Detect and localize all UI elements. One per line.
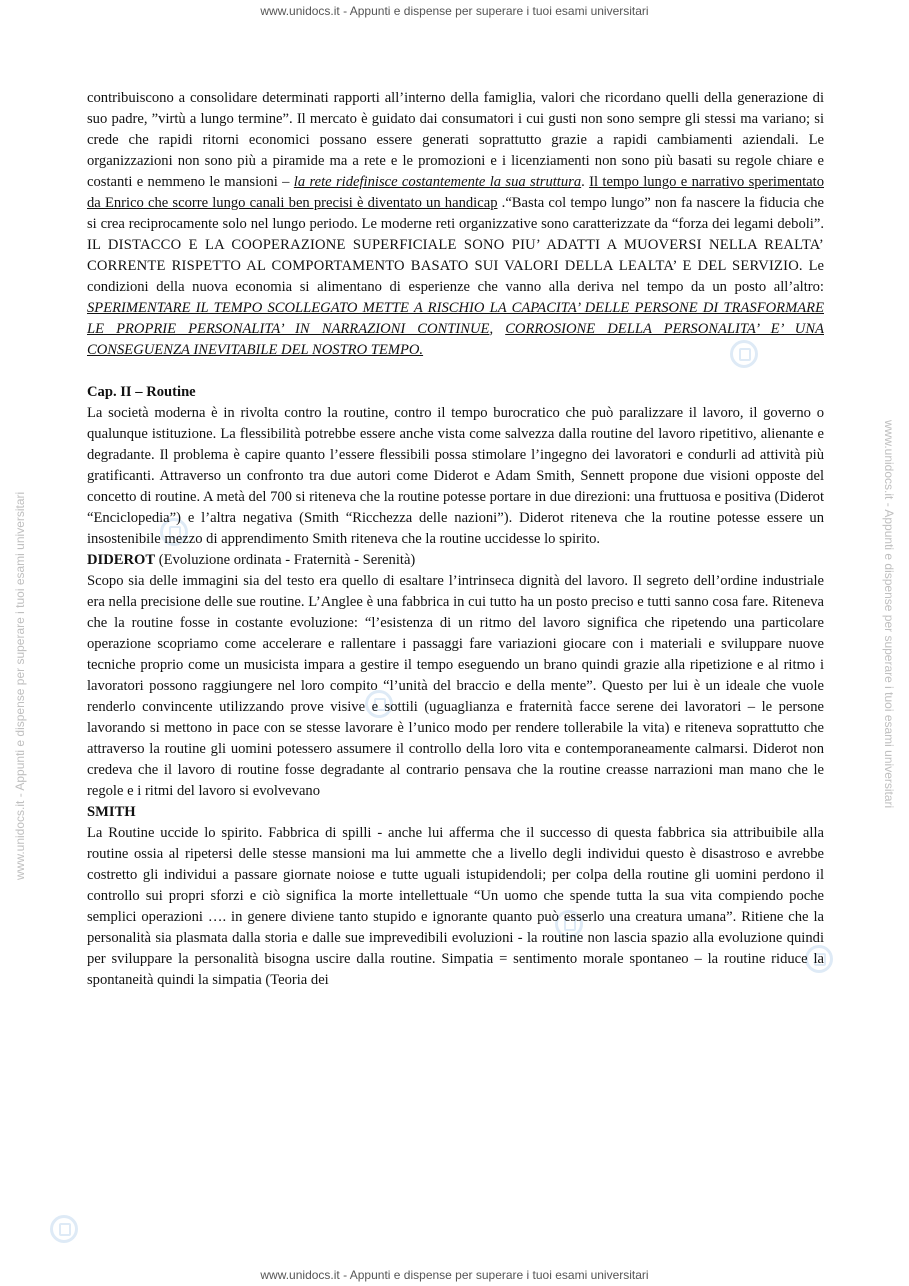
intro-text: Le condizioni della nuova economia si alimentano di esperienze che vanno alla deriva nel tempo da un posto all’altro: (87, 258, 824, 295)
right-side-watermark: www.unidocs.it - Appunti e dispense per superare i tuoi esami universitari (882, 420, 896, 809)
page-footer-watermark: www.unidocs.it - Appunti e dispense per superare i tuoi esami universitari (260, 1268, 649, 1282)
uppercase-statement: IL DISTACCO E LA COOPERAZIONE SUPERFICIALE SONO PIU’ ADATTI A MUOVERSI NELLA REALTA’ CORRENTE RISPETTO AL COMPORTAMENTO BASATO SUI VALORI DELLA LEALTA’ E DEL SERVIZIO. (87, 237, 824, 274)
page-header-watermark: www.unidocs.it - Appunti e dispense per superare i tuoi esami universitari (260, 4, 649, 18)
diderot-paragraph: Scopo sia delle immagini sia del testo era quello di esaltare l’intrinseca dignità del lavoro. Il segreto dell’ordine industriale era nella precisione delle sue routine. L’Anglee è una fabbrica in cui tutto ha un posto preciso e tutti sanno cosa fare. Riteneva che la routine fosse in costante evoluzione: “l’esistenza di un ritmo del lavoro significa che ripetendo una particolare operazione scopriamo come accelerare e rallentare i passaggi fare variazioni giocare con i materiali e sviluppare nuove tecniche proprio come un musicista impara a gestire il tempo eseguendo un brano quindi grazie alla ripetizione e al ritmo i lavoratori possono raggiungere nel loro compito “l’unità del braccio e della mente”. Questo per lui è un ideale che vuole renderlo convincente utilizzando prove visive e sottili (uguaglianza e fraternità facce serene dei lavoratori – le persone lavorando si mettono in pace con se stesse lavorare è l’unico modo per rendere tollerabile la vita) e riteneva soprattutto che attraverso la routine gli uomini potessero assumere il controllo della loro vita e contemporaneamente calmarsi. Diderot non credeva che il lavoro di routine fosse degradante al contrario pensava che la routine creasse narrazioni man mano che le regole e i ritmi del lavoro si evolvevano (87, 573, 824, 799)
underlined-italic-phrase: SPERIMENTARE IL TEMPO SCOLLEGATO METTE A RISCHIO LA CAPACITA’ DELLE PERSONE DI TRASFORMARE LE PROPRIE PERSONALITA’ IN NARRAZIONI CONTINUE (87, 300, 824, 337)
logo-watermark-icon (50, 1215, 78, 1243)
smith-paragraph: La Routine uccide lo spirito. Fabbrica di spilli - anche lui afferma che il successo di questa fabbrica sia attribuibile alla routine ossia al ripetersi delle stesse mansioni ma lui ammette che a livello degli individui questo è disastroso e avrebbe costretto gli individui a passare giornate noiose e tutte uguali istupidendoli; per colpa della routine gli uomini perdono il controllo sui propri sforzi e ciò significa la morte intellettuale “Un uomo che spende tutta la sua vita compiendo poche semplici operazioni …. in genere diviene tanto stupido e ignorante quanto può esserlo una creatura umana”. Ritiene che la personalità sia plasmata dalla storia e dalle sue imprevedibili evoluzioni - la routine non lascia spazio alla evoluzione quindi per sviluppare la personalità bisogna uscire dalla routine. Simpatia = sentimento morale spontaneo – la routine riduce la spontaneità quindi la simpatia (Teoria dei (87, 825, 824, 988)
intro-text: contribuiscono a consolidare determinati rapporti all’interno della famiglia, valori che ricordano quelli della generazione di suo padre, ”virtù a lungo termine”. Il mercato è guidato dai consumatori i cui gusti non sono sempre gli stessi ma variano; si crede che rapidi ritorni economici possano essere generati soprattutto grazie a rapidi cambiamenti aziendali. Le organizzazioni non sono più a piramide ma a rete e le promozioni e i licenziamenti non sono più basati su regole chiare e costanti e nemmeno le mansioni – (87, 90, 824, 190)
left-side-watermark: www.unidocs.it - Appunti e dispense per superare i tuoi esami universitari (13, 491, 27, 880)
document-body (87, 88, 824, 991)
chapter-paragraph: La società moderna è in rivolta contro la routine, contro il tempo burocratico che può paralizzare il lavoro, il governo o qualunque istituzione. La flessibilità potrebbe essere anche vista come salvezza dalla routine del lavoro ripetitivo, alienante e degradante. Il problema è capire quanto l’essere flessibili possa stimolare l’ingegno dei lavoratori e condurli ad attività più gratificanti. Attraverso un confronto tra due autori come Diderot e Adam Smith, Sennett propone due visioni opposte del concetto di routine. A metà del 700 si riteneva che la routine potesse portare in due direzioni: una fruttuosa e positiva (Diderot “Enciclopedia”) e l’altra negativa (Smith “Ricchezza delle nazioni”). Diderot riteneva che la routine potesse essere un insostenibile mezzo di apprendimento Smith riteneva che la routine uccidesse lo spirito. (87, 405, 824, 547)
section-subtitle: (Evoluzione ordinata - Fraternità - Serenità) (155, 552, 416, 568)
intro-text: , (489, 321, 494, 337)
intro-text: .“Basta col tempo lungo” non fa nascere la fiducia che si crea reciprocamente solo nel lungo periodo. Le moderne reti organizzative sono caratterizzate da “forza dei legami deboli”. (87, 195, 824, 232)
chapter-title: Cap. II – Routine (87, 384, 196, 400)
underlined-phrase: Il tempo lungo e narrativo sperimentato da Enrico che scorre lungo canali ben precisi è diventato un handicap (87, 174, 824, 211)
section-heading-smith: SMITH (87, 804, 136, 820)
intro-paragraph (87, 88, 824, 361)
section-heading-diderot: DIDEROT (87, 552, 156, 568)
underlined-italic-phrase: la rete ridefinisce costantemente la sua struttura (293, 174, 582, 190)
diderot-heading-line (87, 550, 824, 571)
intro-text: . (581, 174, 585, 190)
underlined-italic-phrase: CORROSIONE DELLA PERSONALITA’ E’ UNA CONSEGUENZA INEVITABILE DEL NOSTRO TEMPO. (87, 321, 824, 358)
